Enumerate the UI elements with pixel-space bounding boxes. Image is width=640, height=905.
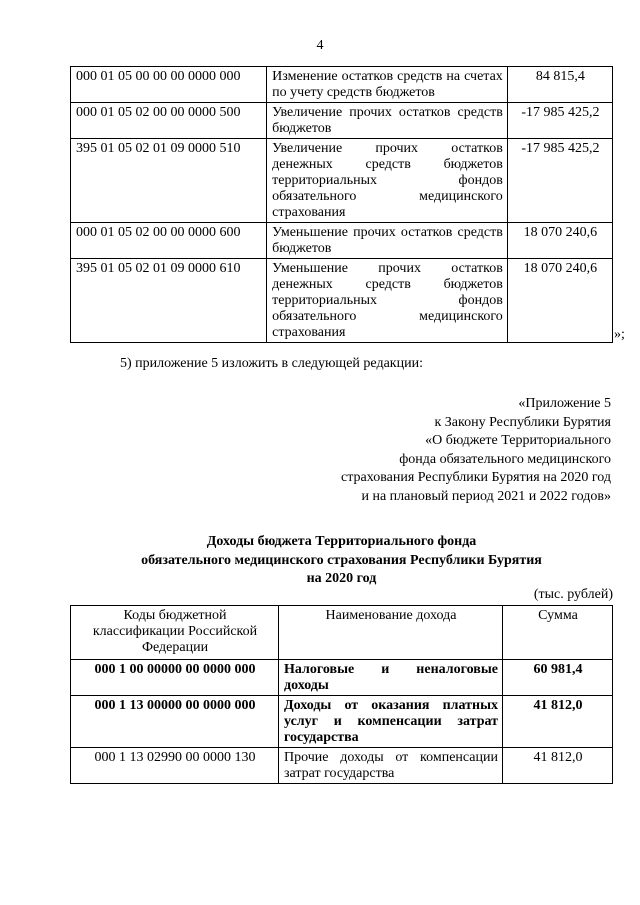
units-label: (тыс. рублей)	[533, 587, 613, 602]
appendix-header	[341, 395, 611, 506]
table-header-row	[71, 606, 613, 660]
table-row	[71, 223, 613, 259]
appendix-line: и на плановый период 2021 и 2022 годов»	[361, 488, 611, 504]
name-cell: Доходы от оказания платных услуг и компенсации затрат государства	[279, 696, 503, 748]
table-row	[71, 259, 613, 343]
sum-cell: 84 815,4	[507, 67, 612, 103]
name-cell: Изменение остатков средств на счетах по учету средств бюджетов	[267, 67, 508, 103]
name-cell: Увеличение прочих остатков средств бюджетов	[267, 103, 508, 139]
code-cell: 000 1 00 00000 00 0000 000	[71, 660, 279, 696]
code-cell: 000 01 05 00 00 00 0000 000	[71, 67, 267, 103]
header-sum: Сумма	[503, 606, 613, 660]
title-line: на 2020 год	[306, 571, 377, 586]
title-line: обязательного медицинского страхования Республики Бурятия	[141, 552, 542, 568]
table-row	[71, 660, 613, 696]
header-code: Коды бюджетной классификации Российской Федерации	[71, 606, 279, 660]
code-cell: 395 01 05 02 01 09 0000 610	[71, 259, 267, 343]
sum-cell: 41 812,0	[503, 748, 613, 784]
table-row	[71, 696, 613, 748]
income-table	[70, 605, 613, 784]
code-cell: 000 1 13 00000 00 0000 000	[71, 696, 279, 748]
name-cell: Прочие доходы от компенсации затрат государства	[279, 748, 503, 784]
sum-cell: 18 070 240,6	[507, 223, 612, 259]
table-row	[71, 103, 613, 139]
sum-cell: 18 070 240,6	[507, 259, 612, 343]
closing-quote-mark: »;	[614, 327, 625, 342]
name-cell: Уменьшение прочих остатков денежных средств бюджетов территориальных фондов обязательного медицинского страхования	[267, 259, 508, 343]
income-title	[70, 533, 613, 589]
sum-cell: -17 985 425,2	[507, 103, 612, 139]
appendix-line: фонда обязательного медицинского	[399, 451, 611, 467]
name-cell: Увеличение прочих остатков денежных средств бюджетов территориальных фондов обязательного медицинского страхования	[267, 139, 508, 223]
table-row	[71, 67, 613, 103]
name-cell: Уменьшение прочих остатков средств бюджетов	[267, 223, 508, 259]
sum-cell: 41 812,0	[503, 696, 613, 748]
code-cell: 000 01 05 02 00 00 0000 600	[71, 223, 267, 259]
name-cell: Налоговые и неналоговые доходы	[279, 660, 503, 696]
code-cell: 395 01 05 02 01 09 0000 510	[71, 139, 267, 223]
header-name: Наименование дохода	[279, 606, 503, 660]
appendix-line: «Приложение 5	[518, 396, 611, 411]
appendix-line: к Закону Республики Бурятия	[434, 414, 611, 430]
sum-cell: -17 985 425,2	[507, 139, 612, 223]
appendix-line: страхования Республики Бурятия на 2020 год	[341, 470, 611, 485]
appendix-line: «О бюджете Территориального	[425, 433, 611, 448]
table-row	[71, 748, 613, 784]
table-row	[71, 139, 613, 223]
amendment-item-5: 5) приложение 5 изложить в следующей редакции:	[120, 356, 423, 371]
page-number: 4	[316, 38, 324, 53]
title-line: Доходы бюджета Территориального фонда	[206, 534, 477, 549]
code-cell: 000 1 13 02990 00 0000 130	[71, 748, 279, 784]
sources-table	[70, 66, 613, 343]
sum-cell: 60 981,4	[503, 660, 613, 696]
code-cell: 000 01 05 02 00 00 0000 500	[71, 103, 267, 139]
